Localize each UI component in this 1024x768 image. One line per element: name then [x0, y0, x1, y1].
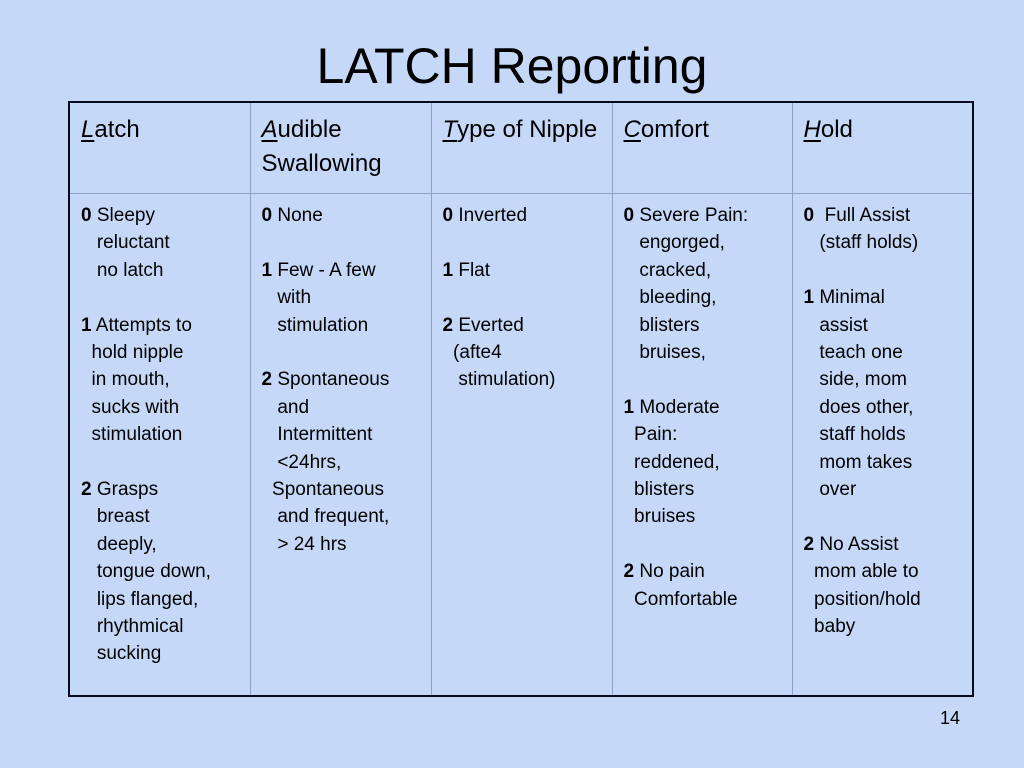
score-value: 1 — [442, 259, 454, 281]
score-description-line: deeply, — [81, 533, 157, 555]
score-item — [81, 202, 246, 284]
score-item — [443, 202, 608, 229]
score-item — [81, 476, 246, 668]
score-first-line — [262, 202, 427, 229]
score-description: Minimal — [814, 287, 885, 309]
score-description-line: baby — [803, 616, 856, 638]
score-first-line — [81, 312, 246, 339]
header-initial-letter: A — [261, 116, 278, 143]
score-description-line: side, mom — [803, 369, 907, 391]
slide-title: LATCH Reporting — [316, 38, 708, 94]
score-value: 0 — [623, 205, 635, 226]
score-item — [804, 284, 969, 503]
score-description-line: stimulation — [261, 314, 369, 336]
score-item — [262, 202, 427, 229]
score-value: 2 — [623, 561, 635, 583]
score-description-line: bleeding, — [623, 287, 717, 309]
score-description-line: over — [803, 479, 857, 501]
header-initial-letter: T — [442, 116, 458, 143]
score-description: Flat — [453, 259, 491, 281]
score-description-line: reluctant — [81, 232, 170, 254]
score-description-line: reddened, — [623, 451, 720, 473]
header-initial-letter: C — [623, 116, 641, 143]
score-value: 0 — [81, 205, 92, 226]
score-value: 2 — [261, 369, 273, 391]
score-item — [443, 257, 608, 284]
score-description-line: with — [261, 287, 312, 309]
score-description-line: bruises, — [623, 342, 706, 364]
score-first-line — [804, 531, 969, 558]
score-description-line: Intermittent — [261, 424, 373, 446]
score-description-line: mom takes — [803, 451, 913, 473]
score-value: 1 — [261, 259, 273, 281]
column-header-type-of-nipple — [431, 102, 612, 194]
header-initial-letter: L — [81, 116, 95, 143]
score-description-line: blisters — [623, 479, 695, 501]
score-value: 1 — [81, 314, 92, 336]
table-row — [69, 194, 973, 697]
score-description: Moderate — [634, 396, 720, 418]
score-description: Attempts to — [91, 314, 192, 336]
score-first-line — [262, 366, 427, 393]
score-description-line: stimulation) — [442, 369, 556, 391]
score-description-line: no latch — [81, 259, 164, 281]
score-description-line: does other, — [803, 396, 914, 418]
score-description-line: (staff holds) — [803, 232, 919, 254]
score-description-line: and — [261, 396, 310, 418]
score-description: Severe Pain: — [634, 205, 749, 226]
cell-hold — [792, 194, 973, 697]
score-value: 2 — [81, 479, 92, 501]
score-description-line: in mouth, — [81, 369, 170, 391]
score-description-line: assist — [803, 314, 868, 336]
column-header-hold — [792, 102, 973, 194]
score-first-line — [624, 202, 788, 229]
score-description: Few - A few — [272, 259, 376, 281]
score-description: Grasps — [91, 479, 159, 501]
score-first-line — [81, 476, 246, 503]
score-description-line: <24hrs, — [261, 451, 342, 473]
score-description-line: lips flanged, — [81, 588, 199, 610]
score-item — [81, 312, 246, 449]
score-value: 2 — [442, 314, 454, 336]
score-value: 1 — [803, 287, 815, 309]
score-first-line — [624, 558, 788, 585]
score-description-line: sucking — [81, 643, 162, 665]
header-label: udible Swallowing — [261, 116, 382, 177]
score-item — [624, 394, 788, 531]
score-first-line — [443, 202, 608, 229]
score-first-line — [804, 202, 969, 229]
score-description-line: bruises — [623, 506, 696, 528]
score-item — [262, 257, 427, 339]
score-value: 2 — [803, 533, 815, 555]
score-description-line: staff holds — [803, 424, 906, 446]
header-label: omfort — [640, 116, 709, 143]
score-first-line — [443, 312, 608, 339]
latch-scoring-table — [68, 101, 974, 697]
page-number: 14 — [939, 708, 961, 728]
score-description-line: sucks with — [81, 396, 180, 418]
header-label: atch — [94, 116, 140, 143]
cell-comfort — [612, 194, 792, 697]
score-item — [262, 366, 427, 558]
score-description-line: rhythmical — [81, 616, 184, 638]
score-first-line — [624, 394, 788, 421]
score-description-line: Spontaneous — [261, 479, 385, 501]
score-item — [443, 312, 608, 394]
score-first-line — [81, 202, 246, 229]
column-header-audible-swallowing — [250, 102, 431, 194]
score-description-line: cracked, — [623, 259, 712, 281]
score-description-line: (afte4 — [442, 342, 502, 363]
score-description-line: engorged, — [623, 232, 725, 254]
score-description-line: stimulation — [81, 424, 183, 446]
score-description-line: Comfortable — [623, 588, 738, 610]
score-first-line — [262, 257, 427, 284]
cell-latch — [69, 194, 250, 697]
score-item — [624, 202, 788, 366]
column-header-comfort — [612, 102, 792, 194]
score-description: Full Assist — [814, 205, 911, 226]
header-initial-letter: H — [803, 116, 821, 143]
score-description-line: position/hold — [803, 588, 921, 610]
table-header-row — [69, 102, 973, 194]
cell-type-of-nipple — [431, 194, 612, 697]
header-label: old — [820, 116, 853, 143]
score-description: No Assist — [814, 533, 899, 555]
score-description-line: mom able to — [803, 561, 919, 583]
score-description-line: teach one — [803, 342, 903, 364]
score-description: No pain — [634, 561, 705, 583]
score-description-line: breast — [81, 506, 150, 528]
score-description-line: and frequent, — [261, 506, 390, 528]
score-description-line: hold nipple — [81, 342, 184, 364]
score-item — [804, 531, 969, 641]
score-description-line: tongue down, — [81, 561, 211, 583]
score-description-line: > 24 hrs — [261, 533, 347, 555]
score-value: 0 — [261, 205, 273, 226]
score-description: Sleepy — [91, 205, 155, 226]
score-description: Everted — [453, 314, 524, 336]
score-description: Spontaneous — [272, 369, 390, 391]
score-description-line: Pain: — [623, 424, 678, 446]
score-item — [804, 202, 969, 257]
cell-audible-swallowing — [250, 194, 431, 697]
score-first-line — [443, 257, 608, 284]
score-first-line — [804, 284, 969, 311]
column-header-latch — [69, 102, 250, 194]
score-description: Inverted — [453, 205, 528, 226]
score-value: 0 — [442, 205, 454, 226]
score-item — [624, 558, 788, 613]
score-value: 0 — [803, 205, 815, 226]
score-description-line: blisters — [623, 314, 700, 336]
header-label: ype of Nipple — [457, 116, 598, 143]
score-description: None — [272, 205, 323, 226]
score-value: 1 — [623, 396, 635, 418]
